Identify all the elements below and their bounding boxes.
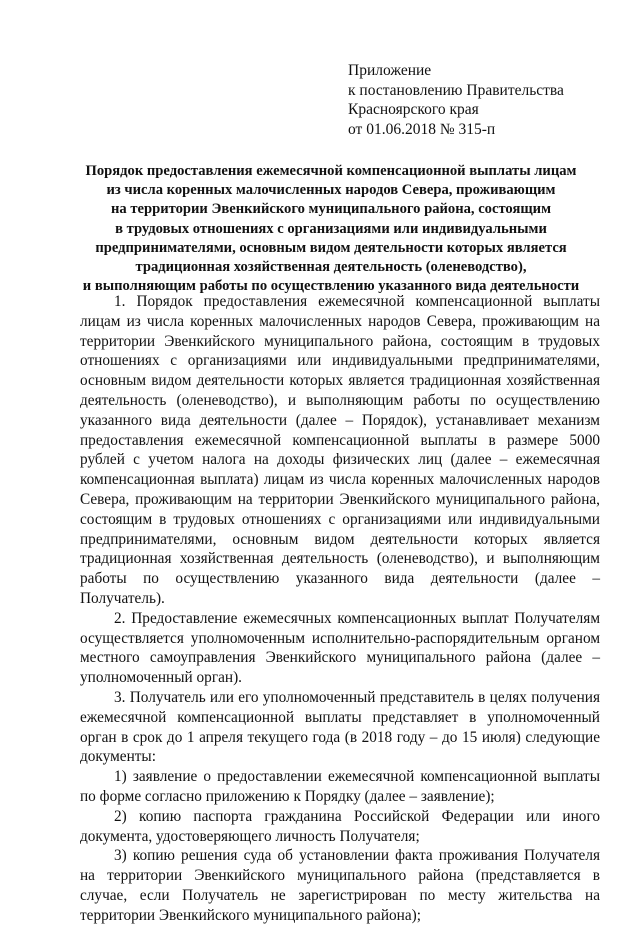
document-title xyxy=(66,162,596,296)
title-line: на территории Эвенкийского муниципального района, состоящим xyxy=(110,201,552,218)
appendix-line-3: Красноярского края xyxy=(348,101,479,118)
title-line: в трудовых отношениях с организациями или индивидуальными xyxy=(115,220,547,237)
paragraph-1: 1. Порядок предоставления ежемесячной компенсационной выплаты лицам из числа коренных малочисленных народов Севера, проживающим на территории Эвенкийского муниципального района, состоящим в трудовых отношениях с организациями или индивидуальными предпринимателями, основным видом деятельности которых является традиционная хозяйственная деятельность (оленеводство), и выполняющим работы по осуществлению указанного вида деятельности (далее – Порядок), устанавливает механизм предоставления ежемесячной компенсационной выплаты в размере 5000 рублей с учетом налога на доходы физических лиц (далее – ежемесячная компенсационная выплата) лицам из числа коренных малочисленных народов Севера, проживающим на территории Эвенкийского муниципального района, состоящим в трудовых отношениях с организациями или индивидуальными предпринимателями, основным видом деятельности которых является традиционная хозяйственная деятельность (оленеводство), и выполняющим работы по осуществлению указанного вида деятельности (далее – Получатель). xyxy=(80,293,600,607)
appendix-line-4: от 01.06.2018 № 315-п xyxy=(348,120,496,138)
paragraph-2: 2. Предоставление ежемесячных компенсационных выплат Получателям осуществляется уполномоченным исполнительно-распорядительным органом местного самоуправления Эвенкийского муниципального района (далее – уполномоченный орган). xyxy=(80,609,600,687)
appendix-line-1: Приложение xyxy=(348,62,432,79)
list-item-3: 3) копию решения суда об установлении факта проживания Получателя на территории Эвенкийского муниципального района (представляется в случае, если Получатель не зарегистрирован по месту жительства на территории Эвенкийского муниципального района); xyxy=(80,847,600,924)
title-line: традиционная хозяйственная деятельность (оленеводство), xyxy=(135,259,527,276)
appendix-header xyxy=(348,61,618,139)
title-line: предпринимателями, основным видом деятельности которых является xyxy=(95,239,567,256)
list-item-2: 2) копию паспорта гражданина Российской Федерации или иного документа, удостоверяющего личность Получателя; xyxy=(80,807,600,845)
title-line: и выполняющим работы по осуществлению указанного вида деятельности xyxy=(82,278,580,295)
list-item-1: 1) заявление о предоставлении ежемесячной компенсационной выплаты по форме согласно приложению к Порядку (далее – заявление); xyxy=(80,768,600,805)
title-line: из числа коренных малочисленных народов Севера, проживающим xyxy=(106,182,556,199)
title-line: Порядок предоставления ежемесячной компенсационной выплаты лицам xyxy=(85,163,577,179)
appendix-line-2: к постановлению Правительства xyxy=(348,81,564,99)
paragraph-3: 3. Получатель или его уполномоченный представитель в целях получения ежемесячной компенсационной выплаты представляет в уполномоченный орган в срок до 1 апреля текущего года (в 2018 году – до 15 июля) следующие документы: xyxy=(80,688,600,766)
document-body xyxy=(80,292,600,926)
